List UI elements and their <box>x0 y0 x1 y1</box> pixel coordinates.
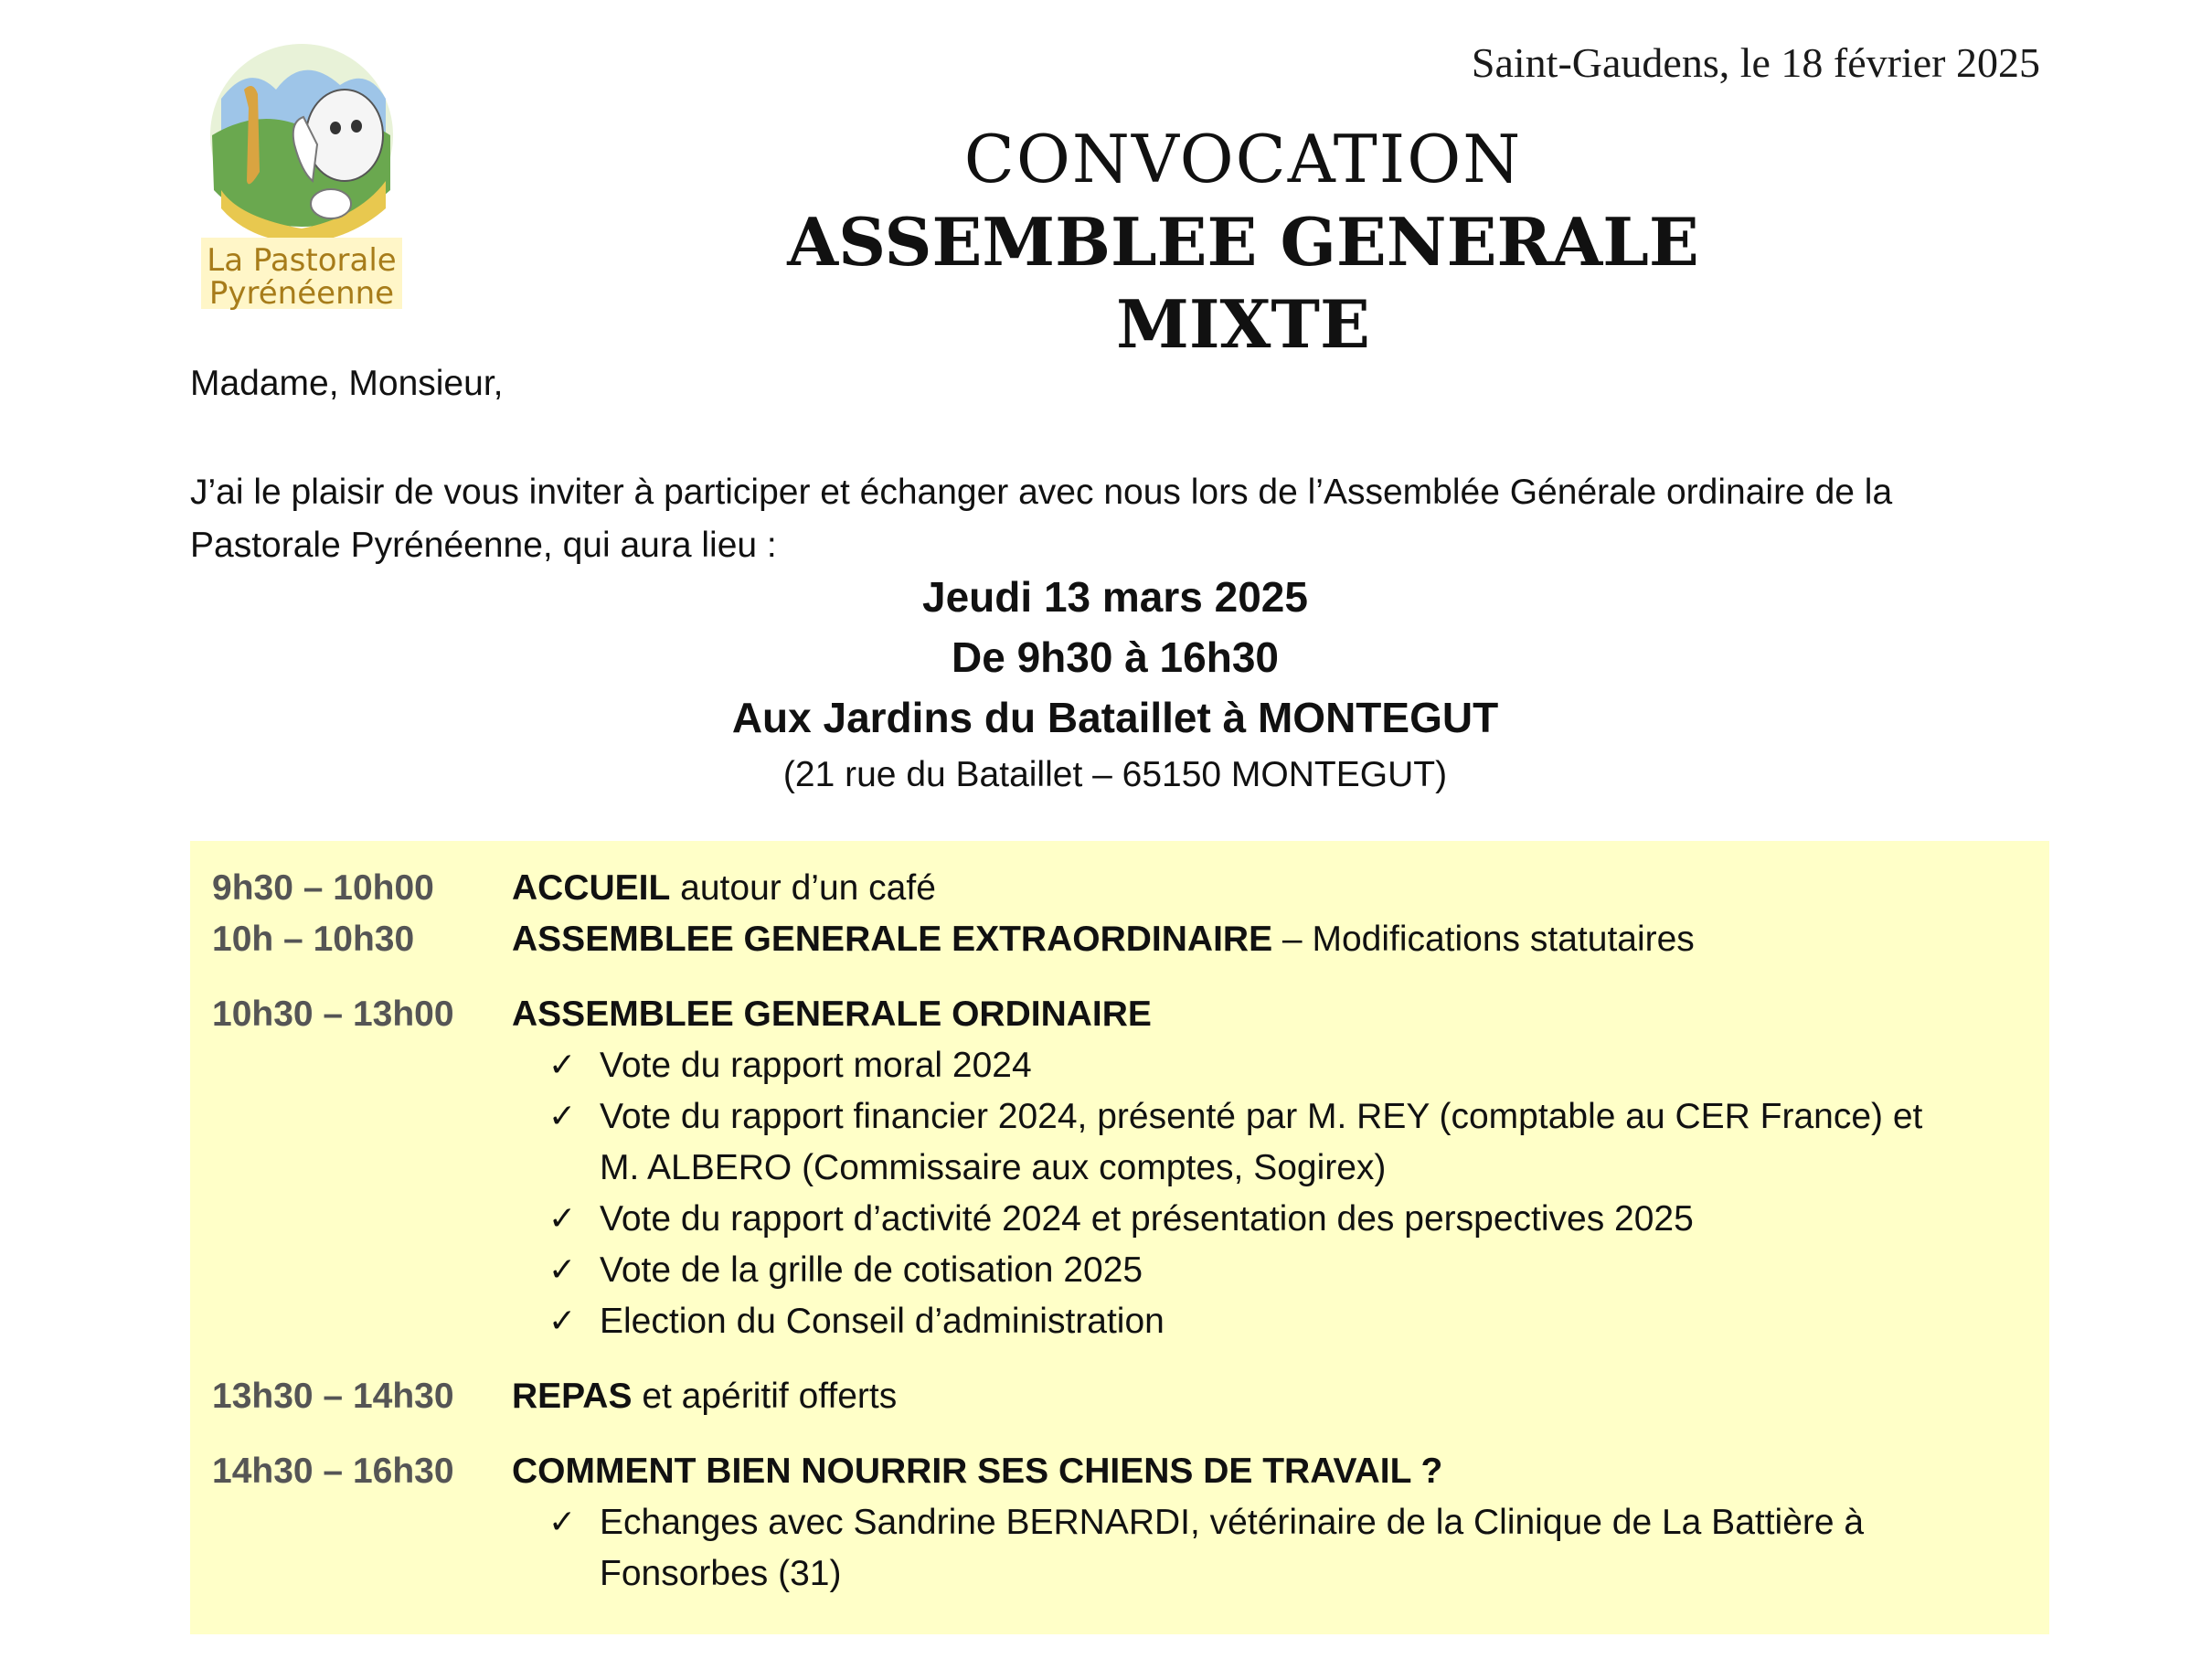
ago-item-4: Vote de la grille de cotisation 2025 <box>600 1250 1143 1290</box>
intro-line-1: J’ai le plaisir de vous inviter à participer et échanger avec nous lors de l’Assemblée Générale ordinaire de la <box>190 473 1893 512</box>
dateline: Saint-Gaudens, le 18 février 2025 <box>1471 39 2040 86</box>
check-icon: ✓ <box>548 1046 577 1083</box>
event-time: De 9h30 à 16h30 <box>951 633 1279 681</box>
agenda-rest-accueil: autour d’un café <box>670 868 936 908</box>
agenda-time-repas: 13h30 – 14h30 <box>212 1377 454 1416</box>
ago-item-1: Vote du rapport moral 2024 <box>600 1046 1032 1085</box>
agenda-desc-repas <box>512 1377 897 1417</box>
title-assemblee-generale: ASSEMBLEE GENERALE <box>787 203 1699 281</box>
check-icon: ✓ <box>548 1250 577 1288</box>
agenda-time-accueil: 9h30 – 10h00 <box>212 868 434 908</box>
event-address: (21 rue du Bataillet – 65150 MONTEGUT) <box>782 755 1448 794</box>
event-date: Jeudi 13 mars 2025 <box>922 573 1308 621</box>
check-icon: ✓ <box>548 1302 577 1339</box>
dogs-item-1: Echanges avec Sandrine BERNARDI, vétérinaire de la Clinique de La Battière à <box>600 1503 1865 1542</box>
agenda-title-chiens: COMMENT BIEN NOURRIR SES CHIENS DE TRAVAIL ? <box>512 1452 1443 1491</box>
ago-item-2: Vote du rapport financier 2024, présenté par M. REY (comptable au CER France) et <box>600 1097 1923 1136</box>
agenda-time-age: 10h – 10h30 <box>212 920 415 959</box>
check-icon: ✓ <box>548 1503 577 1540</box>
salutation: Madame, Monsieur, <box>190 364 504 403</box>
agenda-box <box>190 841 2049 1634</box>
agenda-desc-chiens <box>512 1452 1442 1492</box>
agenda-title-ago: ASSEMBLEE GENERALE ORDINAIRE <box>512 994 1152 1034</box>
agenda-desc-accueil <box>512 868 936 909</box>
agenda-title-accueil: ACCUEIL <box>512 868 671 908</box>
agenda-title-repas: REPAS <box>512 1377 633 1416</box>
agenda-rest-repas: et apéritif offerts <box>632 1377 898 1416</box>
intro-paragraph <box>190 466 2055 572</box>
ago-item-3: Vote du rapport d’activité 2024 et présentation des perspectives 2025 <box>600 1199 1694 1239</box>
event-place: Aux Jardins du Bataillet à MONTEGUT <box>731 694 1499 741</box>
logo-text-line2: Pyrénéenne <box>208 275 395 311</box>
title-convocation: CONVOCATION <box>963 121 1523 197</box>
agenda-rest-age: – Modifications statutaires <box>1272 920 1695 959</box>
title-mixte: MIXTE <box>1116 285 1370 363</box>
intro-line-2: Pastorale Pyrénéenne, qui aura lieu : <box>190 526 777 565</box>
agenda-time-ago: 10h30 – 13h00 <box>212 994 454 1034</box>
agenda-desc-ago <box>512 994 1152 1035</box>
ago-item-2-cont: M. ALBERO (Commissaire aux comptes, Sogirex) <box>600 1148 1387 1187</box>
ago-item-5: Election du Conseil d’administration <box>600 1302 1164 1341</box>
check-icon: ✓ <box>548 1199 577 1237</box>
agenda-title-age: ASSEMBLEE GENERALE EXTRAORDINAIRE <box>512 920 1273 959</box>
logo-text-line1: La Pastorale <box>207 242 397 279</box>
check-icon: ✓ <box>548 1097 577 1134</box>
agenda-time-chiens: 14h30 – 16h30 <box>212 1452 454 1491</box>
agenda-desc-age <box>512 920 1695 960</box>
dogs-item-1-cont: Fonsorbes (31) <box>600 1554 842 1593</box>
